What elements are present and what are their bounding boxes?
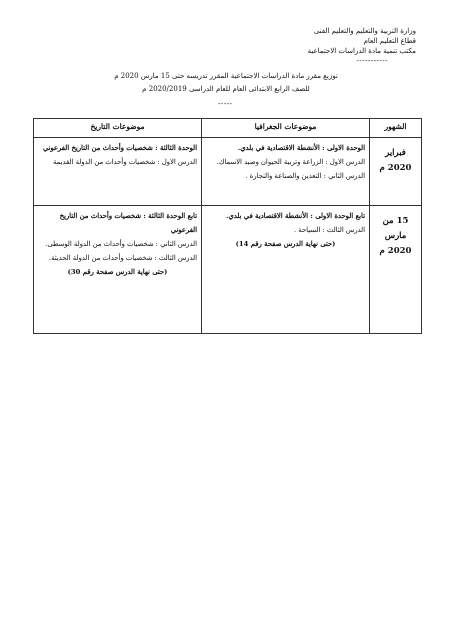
month-cell: [370, 206, 422, 334]
geography-cell: [202, 138, 370, 206]
table-header-row: [34, 119, 422, 138]
month-year: 2020 م: [379, 163, 412, 173]
title-line-1: توزيع مقرر مادة الدراسات الاجتماعية المقرر تدريسه حتى 15 مارس 2020 م: [114, 72, 338, 80]
history-lesson: الدرس الثالث : شخصيات وأحداث من الدولة الحديثة.: [48, 254, 197, 262]
separator-bottom: -----: [218, 100, 233, 108]
ministry-header: [308, 26, 416, 56]
sector-name: قطاع التعليم العام: [363, 37, 416, 45]
history-unit: الوحدة الثالثة : شخصيات وأحداث من التاريخ الفرعوني: [42, 144, 197, 152]
history-unit: تابع الوحدة الثالثة : شخصيات وأحداث من التاريخ الفرعوني: [59, 212, 197, 234]
table-row: [34, 206, 422, 334]
table-row: [34, 138, 422, 206]
geography-lesson: الدرس الاول : الزراعة وتربية الحيوان وصيد الاسماك.: [216, 158, 365, 166]
header-history: موضوعات التاريخ: [34, 119, 202, 138]
geography-cell: [202, 206, 370, 334]
history-lesson: الدرس الاول : شخصيات وأحداث من الدولة القديمة: [53, 158, 197, 166]
document-title: [60, 70, 392, 96]
month-year: 2020 م: [379, 246, 412, 256]
separator-top: -----------: [356, 57, 388, 65]
curriculum-table: [33, 118, 422, 334]
geography-unit: الوحدة الاولى : الأنشطة الاقتصادية في بلدي.: [237, 144, 365, 152]
month-day: 15 من: [382, 216, 409, 226]
geography-unit: تابع الوحدة الاولى : الأنشطة الاقتصادية في بلدي.: [226, 212, 365, 220]
history-cell: [34, 206, 202, 334]
title-line-2: للصف الرابع الابتدائى العام للعام الدراسى 2020/2019 م: [142, 85, 310, 93]
history-cell: [34, 138, 202, 206]
page-limit-note: (حتى نهاية الدرس صفحة رقم 30): [67, 268, 168, 276]
month-name: مارس: [384, 231, 407, 241]
header-months: الشهور: [370, 119, 422, 138]
office-name: مكتب تنمية مادة الدراسات الاجتماعية: [307, 47, 416, 55]
history-lesson: الدرس الثاني : شخصيات وأحداث من الدولة الوسطى.: [45, 240, 197, 248]
header-geography: موضوعات الجغرافيا: [202, 119, 370, 138]
month-cell: [370, 138, 422, 206]
month-name: فبراير: [385, 148, 406, 158]
page-limit-note: (حتى نهاية الدرس صفحة رقم 14): [235, 240, 336, 248]
ministry-name: وزارة التربية والتعليم والتعليم الفنى: [313, 27, 416, 35]
geography-lesson: الدرس الثاني : التعدين والصناعة والتجارة .: [245, 172, 365, 180]
geography-lesson: الدرس الثالث : السياحة .: [293, 226, 365, 234]
